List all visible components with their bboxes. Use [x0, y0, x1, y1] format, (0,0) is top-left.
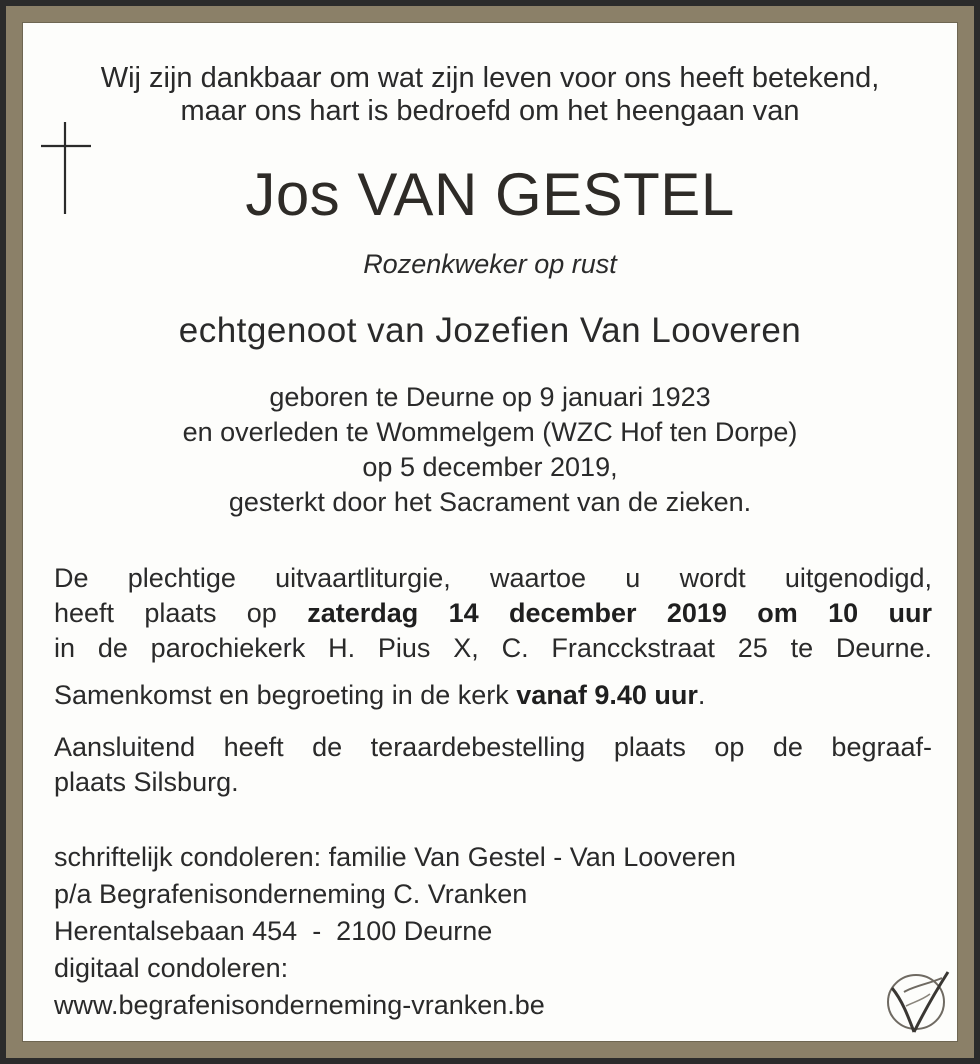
condolence-line: digitaal condoleren:	[54, 953, 289, 983]
intro-line: Wij zijn dankbaar om wat zijn leven voor ons heeft betekend,	[100, 62, 880, 94]
funeral-line: De plechtige uitvaartliturgie, waartoe u wordt uitgenodigd,	[54, 563, 932, 593]
burial-line: Aansluitend heeft de teraardebestelling plaats op de begraaf-	[54, 732, 932, 762]
gathering-time: vanaf 9.40 uur	[516, 680, 698, 710]
life-line: geboren te Deurne op 9 januari 1923	[269, 382, 711, 412]
funeral-date: zaterdag 14 december 2019 om 10 uur	[307, 598, 932, 628]
burial-paragraph	[54, 730, 932, 800]
intro-line: maar ons hart is bedroefd om het heengaan van	[180, 95, 800, 127]
spouse-line: echtgenoot van Jozefien Van Looveren	[178, 311, 802, 350]
condolence-line: p/a Begrafenisonderneming C. Vranken	[54, 879, 528, 909]
funeral-line-text: heeft plaats op	[54, 598, 277, 628]
gathering-text: Samenkomst en begroeting in de kerk	[54, 680, 509, 710]
life-line: op 5 december 2019,	[362, 452, 618, 482]
life-details	[0, 380, 980, 520]
funeral-home-logo-icon	[884, 966, 952, 1036]
condolence-block	[54, 839, 932, 1024]
burial-line: plaats Silsburg.	[54, 767, 239, 797]
intro-text	[0, 62, 980, 128]
condolence-line: schriftelijk condoleren: familie Van Gestel - Van Looveren	[54, 842, 736, 872]
life-line: en overleden te Wommelgem (WZC Hof ten Dorpe)	[182, 417, 798, 447]
funeral-paragraph	[54, 561, 932, 666]
tagline: Rozenkweker op rust	[363, 249, 617, 279]
funeral-line: in de parochiekerk H. Pius X, C. Francckstraat 25 te Deurne.	[54, 633, 932, 663]
condolence-website: www.begrafenisonderneming-vranken.be	[54, 990, 545, 1020]
condolence-line: Herentalsebaan 454 - 2100 Deurne	[54, 916, 493, 946]
gathering-paragraph	[54, 678, 932, 713]
deceased-name: Jos VAN GESTEL	[245, 161, 735, 228]
life-line: gesterkt door het Sacrament van de zieken.	[228, 487, 752, 517]
funeral-line	[54, 596, 932, 631]
gathering-period: .	[697, 680, 706, 710]
